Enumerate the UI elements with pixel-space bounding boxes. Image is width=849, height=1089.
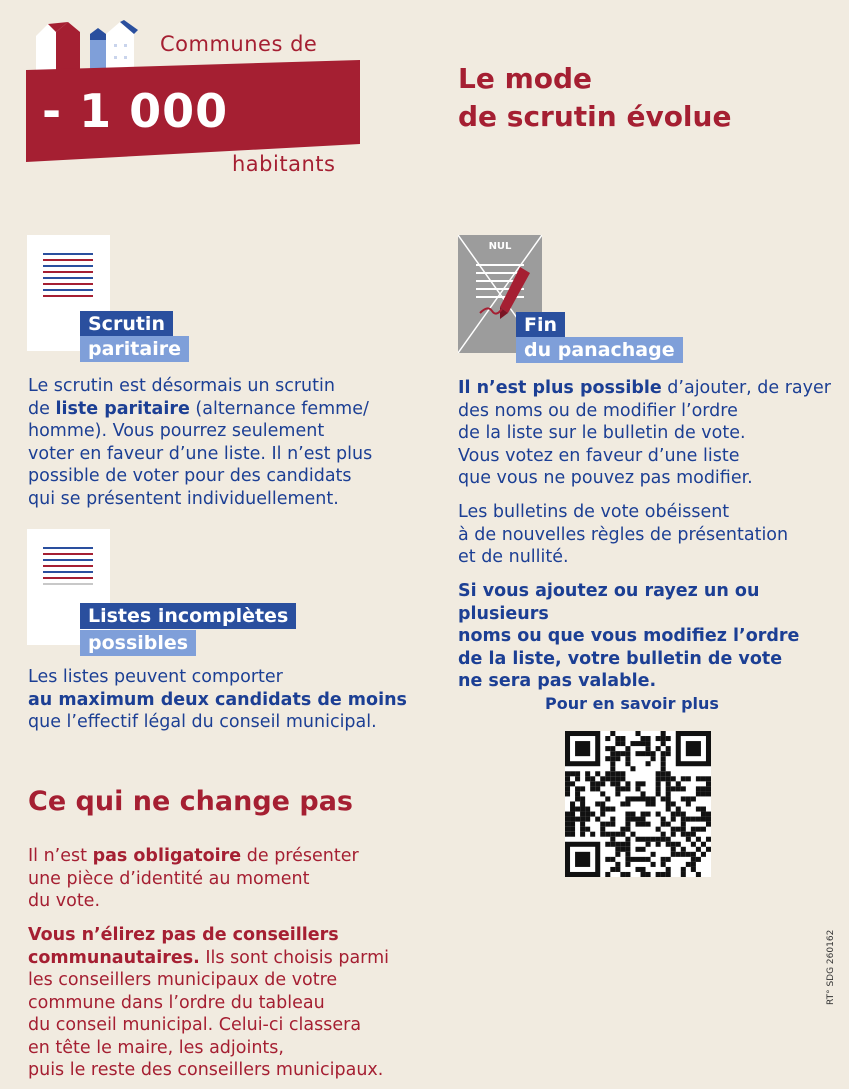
text-part: Ils sont choisis parmi [199,947,389,968]
text-bold: Il n’est plus possible [458,378,662,398]
text-bold: communautaires. [28,947,200,968]
label-listes-incompletes: Listes incomplètes [80,603,296,629]
panachage-text-2 [458,501,843,569]
text-line: en tête le maire, les adjoints, [28,1037,284,1058]
page-title [458,60,731,136]
text-line: Vous votez en faveur d’une liste [458,445,740,466]
text-line: du vote. [28,891,101,911]
text-bold: au maximum deux candidats de moins [28,689,407,710]
footer-code: RT° SDG 260162 [826,929,836,1005]
text-line: commune dans l’ordre du tableau [28,992,325,1013]
scrutin-text [28,375,408,510]
text-line: du conseil municipal. Celui-ci classera [28,1015,362,1035]
text-line: et de nullité. [458,547,569,567]
label-fin: Fin [516,312,565,338]
unchanged-text-2 [28,924,428,1082]
text-bold: pas obligatoire [92,846,242,866]
text-line: Le scrutin est désormais un scrutin [28,376,335,396]
text-part: Il n’est [28,846,93,866]
label-paritaire: paritaire [80,336,189,362]
qr-code[interactable] [565,731,711,877]
unchanged-text-1 [28,845,428,913]
text-line: de la liste sur le bulletin de vote. [458,423,746,443]
text-line: que l’effectif légal du conseil municipal. [28,712,377,732]
text-line: des noms ou de modifier l’ordre [458,400,738,421]
text-line: à de nouvelles règles de présentation [458,524,789,545]
text-bold: liste paritaire [55,398,190,419]
label-scrutin: Scrutin [80,311,173,337]
text-line: homme). Vous pourrez seulement [28,421,325,441]
text-line: que vous ne pouvez pas modifier. [458,468,753,488]
text-part: de [28,398,56,419]
label-du-panachage: du panachage [516,337,683,363]
title-line-2: de scrutin évolue [458,100,732,133]
text-line: de la liste, votre bulletin de vote [458,648,783,669]
title-line-1: Le mode [458,62,593,95]
text-line [458,377,843,400]
text-line: voter en faveur d’une liste. Il n’est plus [28,443,373,464]
text-part: d’ajouter, de rayer [661,378,831,398]
text-part: (alternance femme/ [189,398,369,419]
text-line: ne sera pas valable. [458,671,657,691]
text-line [28,947,428,970]
text-line: Les bulletins de vote obéissent [458,502,730,522]
unchanged-heading: Ce qui ne change pas [28,786,353,817]
text-line: Les listes peuvent comporter [28,667,283,687]
text-line [28,398,408,421]
text-line: qui se présentent individuellement. [28,488,339,509]
qr-caption: Pour en savoir plus [545,694,719,713]
text-line [28,924,428,947]
communes-label: Communes de [160,32,318,56]
listes-text [28,666,428,734]
text-line [28,845,428,868]
habitants-label: habitants [232,152,336,176]
nul-label: NUL [488,241,512,252]
text-part: de présenter [241,846,359,866]
text-line: les conseillers municipaux de votre [28,970,338,990]
population-number: - 1 000 [42,84,229,138]
panachage-warning [458,580,843,693]
text-line: possible de voter pour des candidats [28,466,352,486]
text-line: noms ou que vous modifiez l’ordre [458,626,800,646]
text-line [28,689,428,712]
text-bold: Vous n’élirez pas de conseillers [28,925,339,945]
label-possibles: possibles [80,630,196,656]
text-line: Si vous ajoutez ou rayez un ou plusieurs [458,581,760,624]
text-line: puis le reste des conseillers municipaux. [28,1060,384,1080]
text-line: une pièce d’identité au moment [28,868,310,889]
panachage-text [458,377,843,490]
